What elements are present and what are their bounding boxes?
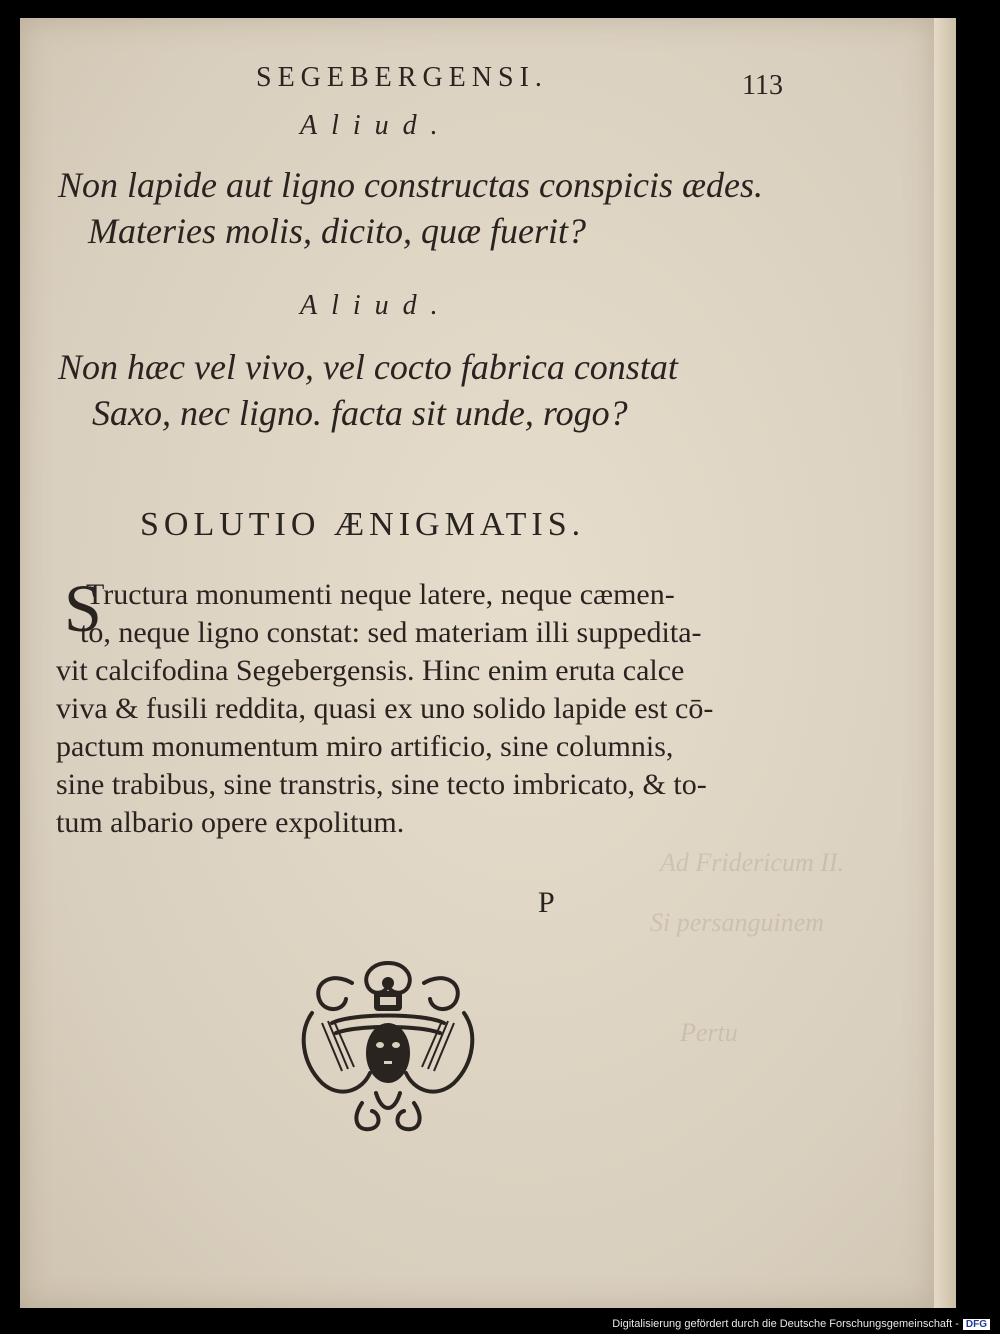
epigram-2-line-1: Non hæc vel vivo, vel cocto fabrica constat (58, 347, 678, 387)
epigram-heading-1: Aliud. (300, 110, 452, 141)
body-line-7: tum albario opere expolitum. (56, 806, 405, 839)
page-number: 113 (742, 70, 783, 101)
digitization-footer (612, 1318, 990, 1330)
running-title: SEGEBERGENSI. (256, 62, 548, 93)
epigram-2-line-2: Saxo, nec ligno. facta sit unde, rogo? (92, 393, 628, 433)
body-line-2: to, neque ligno constat: sed materiam illi suppedita- (80, 616, 702, 649)
drop-cap: S (64, 570, 102, 646)
bleed-through-text: Pertu (680, 1018, 738, 1047)
page-edge (934, 18, 956, 1308)
body-line-5: pactum monumentum miro artificio, sine columnis, (56, 730, 674, 763)
footer-text: Digitalisierung gefördert durch die Deutsche Forschungsgemeinschaft - (612, 1318, 959, 1330)
epigram-1-line-2: Materies molis, dicito, quæ fuerit? (88, 211, 586, 251)
epigram-1-line-1: Non lapide aut ligno constructas conspicis ædes. (58, 165, 763, 205)
section-heading: SOLUTIO ÆNIGMATIS. (140, 506, 586, 543)
signature-mark: P (538, 886, 555, 919)
dfg-logo: DFG (963, 1319, 990, 1330)
body-line-3: vit calcifodina Segebergensis. Hinc enim eruta calce (56, 654, 685, 687)
bleed-through-text: Si persanguinem (650, 908, 825, 937)
body-line-4: viva & fusili reddita, quasi ex uno solido lapide est cō- (56, 692, 714, 725)
body-line-1: Tructura monumenti neque latere, neque cæmen- (86, 578, 675, 611)
body-line-6: sine trabibus, sine transtris, sine tecto imbricato, & to- (56, 768, 707, 801)
book-page (20, 18, 934, 1308)
bleed-through-text: Ad Fridericum II. (660, 848, 845, 877)
woodcut-ornament (292, 953, 484, 1138)
epigram-heading-2: Aliud. (300, 290, 452, 321)
